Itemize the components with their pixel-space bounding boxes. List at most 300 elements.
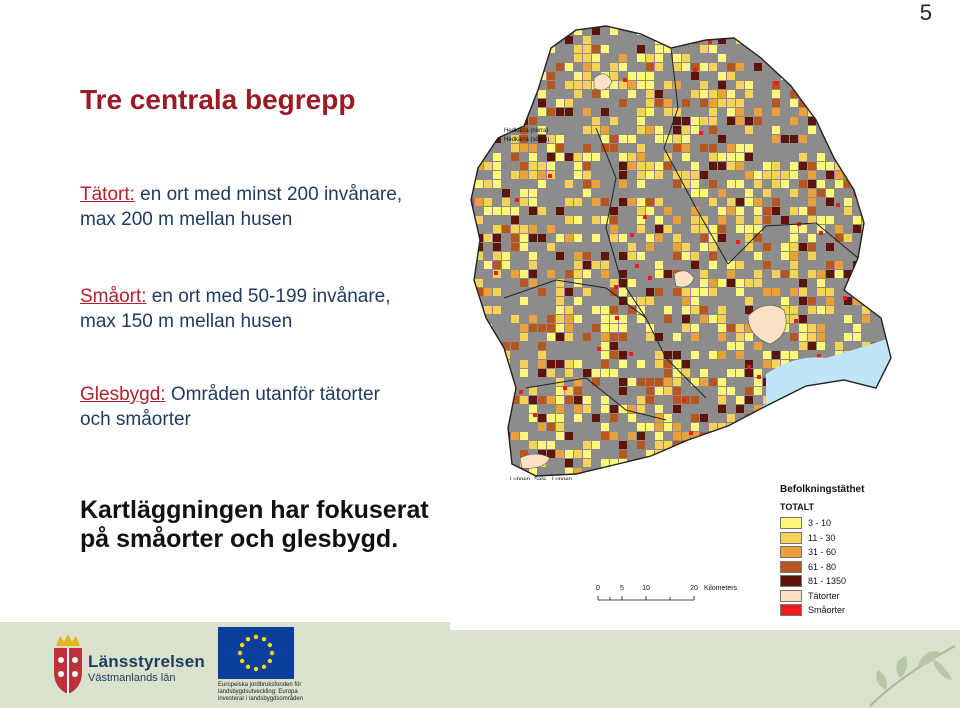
density-cell xyxy=(727,342,735,350)
density-cell xyxy=(583,63,591,71)
density-cell xyxy=(817,342,825,350)
density-cell xyxy=(538,99,546,107)
density-cell xyxy=(790,63,798,71)
density-cell xyxy=(862,171,870,179)
density-cell xyxy=(655,18,663,26)
density-cell xyxy=(664,351,672,359)
density-cell xyxy=(673,135,681,143)
density-cell xyxy=(835,270,843,278)
smaort-marker xyxy=(836,203,840,207)
density-cell xyxy=(763,351,771,359)
density-cell xyxy=(835,459,843,467)
density-cell xyxy=(664,270,672,278)
density-cell xyxy=(799,396,807,404)
smaort-marker xyxy=(699,131,703,135)
density-cell xyxy=(718,234,726,242)
density-cell xyxy=(511,315,519,323)
density-cell xyxy=(763,36,771,44)
density-cell xyxy=(601,468,609,476)
density-cell xyxy=(835,423,843,431)
legend-item xyxy=(780,516,890,531)
density-cell xyxy=(817,405,825,413)
density-cell xyxy=(466,342,474,350)
density-cell xyxy=(682,117,690,125)
density-cell xyxy=(772,450,780,458)
density-cell xyxy=(817,387,825,395)
density-cell xyxy=(808,54,816,62)
density-cell xyxy=(700,369,708,377)
density-cell xyxy=(565,450,573,458)
density-cell xyxy=(538,414,546,422)
density-cell xyxy=(538,90,546,98)
density-cell xyxy=(529,45,537,53)
density-cell xyxy=(691,297,699,305)
density-cell xyxy=(808,207,816,215)
place-label: Hedkärra (södra) xyxy=(504,137,550,143)
density-cell xyxy=(862,207,870,215)
legend-title: Befolkningstäthet xyxy=(780,484,865,495)
density-cell xyxy=(619,54,627,62)
smaort-marker xyxy=(781,44,785,48)
density-cell xyxy=(520,162,528,170)
density-cell xyxy=(511,18,519,26)
density-cell xyxy=(466,18,474,26)
smaort-marker xyxy=(736,240,740,244)
density-cell xyxy=(754,477,762,480)
density-cell xyxy=(583,396,591,404)
density-cell xyxy=(628,135,636,143)
density-cell xyxy=(826,450,834,458)
density-cell xyxy=(529,63,537,71)
density-cell xyxy=(754,198,762,206)
density-cell xyxy=(871,468,879,476)
density-cell xyxy=(862,387,870,395)
density-cell xyxy=(601,360,609,368)
density-cell xyxy=(727,324,735,332)
density-cell xyxy=(565,306,573,314)
density-cell xyxy=(862,477,870,480)
density-cell xyxy=(808,306,816,314)
density-cell xyxy=(637,108,645,116)
density-cell xyxy=(655,423,663,431)
density-cell xyxy=(610,324,618,332)
density-cell xyxy=(610,369,618,377)
density-cell xyxy=(547,414,555,422)
density-cell xyxy=(718,333,726,341)
density-cell xyxy=(754,171,762,179)
density-cell xyxy=(547,81,555,89)
smaort-marker xyxy=(494,271,498,275)
density-cell xyxy=(520,234,528,242)
density-cell xyxy=(466,135,474,143)
density-cell xyxy=(871,153,879,161)
density-cell xyxy=(574,90,582,98)
density-cell xyxy=(889,171,896,179)
density-cell xyxy=(520,171,528,179)
density-cell xyxy=(592,117,600,125)
density-cell xyxy=(709,162,717,170)
density-cell xyxy=(529,279,537,287)
density-cell xyxy=(619,234,627,242)
density-cell xyxy=(691,216,699,224)
density-cell xyxy=(808,324,816,332)
density-cell xyxy=(727,99,735,107)
density-cell xyxy=(682,306,690,314)
density-cell xyxy=(655,225,663,233)
density-cell xyxy=(493,306,501,314)
density-cell xyxy=(880,432,888,440)
density-cell xyxy=(529,315,537,323)
density-cell xyxy=(835,342,843,350)
density-cell xyxy=(646,72,654,80)
density-cell xyxy=(880,261,888,269)
density-cell xyxy=(493,162,501,170)
density-cell xyxy=(646,90,654,98)
smaort-marker xyxy=(506,31,510,35)
density-cell xyxy=(673,180,681,188)
density-cell xyxy=(727,261,735,269)
density-cell xyxy=(826,108,834,116)
density-cell xyxy=(772,171,780,179)
density-cell xyxy=(763,18,771,26)
density-cell xyxy=(493,72,501,80)
density-cell xyxy=(637,441,645,449)
density-cell xyxy=(781,243,789,251)
smaort-marker xyxy=(512,110,516,114)
density-cell xyxy=(691,414,699,422)
density-cell xyxy=(628,252,636,260)
density-cell xyxy=(817,99,825,107)
legend-swatch xyxy=(780,532,802,544)
density-cell xyxy=(790,171,798,179)
density-cell xyxy=(637,297,645,305)
density-cell xyxy=(889,450,896,458)
density-cell xyxy=(835,99,843,107)
density-cell xyxy=(619,324,627,332)
smaort-marker xyxy=(630,233,634,237)
density-cell xyxy=(745,396,753,404)
density-cell xyxy=(871,288,879,296)
density-cell xyxy=(520,396,528,404)
density-cell xyxy=(790,261,798,269)
density-cell xyxy=(475,18,483,26)
density-cell xyxy=(493,432,501,440)
density-cell xyxy=(889,306,896,314)
density-cell xyxy=(556,423,564,431)
density-cell xyxy=(655,90,663,98)
density-cell xyxy=(754,207,762,215)
page-number: 5 xyxy=(919,0,932,25)
density-cell xyxy=(583,45,591,53)
density-cell xyxy=(547,396,555,404)
smaort-marker xyxy=(871,407,875,411)
density-cell xyxy=(673,216,681,224)
density-cell xyxy=(817,162,825,170)
density-cell xyxy=(799,450,807,458)
density-cell xyxy=(484,54,492,62)
density-cell xyxy=(646,333,654,341)
smaort-marker xyxy=(819,231,823,235)
density-cell xyxy=(799,477,807,480)
legend-label: 61 - 80 xyxy=(808,561,837,572)
density-cell xyxy=(808,342,816,350)
density-cell xyxy=(700,234,708,242)
scale-line xyxy=(598,596,694,600)
density-cell xyxy=(493,450,501,458)
density-cell xyxy=(682,153,690,161)
density-cell xyxy=(574,198,582,206)
density-cell xyxy=(475,369,483,377)
density-cell xyxy=(709,126,717,134)
density-cell xyxy=(727,108,735,116)
density-cell xyxy=(745,144,753,152)
density-cell xyxy=(466,279,474,287)
density-cell xyxy=(547,324,555,332)
density-cell xyxy=(655,333,663,341)
density-cell xyxy=(853,414,861,422)
density-cell xyxy=(745,198,753,206)
density-cell xyxy=(655,198,663,206)
density-cell xyxy=(547,243,555,251)
density-cell xyxy=(529,54,537,62)
density-cell xyxy=(493,63,501,71)
density-cell xyxy=(772,351,780,359)
density-cell xyxy=(700,288,708,296)
density-cell xyxy=(601,252,609,260)
density-cell xyxy=(583,144,591,152)
density-cell xyxy=(610,477,618,480)
smaort-marker xyxy=(757,375,761,379)
density-cell xyxy=(601,351,609,359)
density-cell xyxy=(727,144,735,152)
density-cell xyxy=(466,252,474,260)
density-cell xyxy=(871,243,879,251)
density-cell xyxy=(583,54,591,62)
density-cell xyxy=(709,180,717,188)
density-cell xyxy=(772,198,780,206)
density-cell xyxy=(583,108,591,116)
density-cell xyxy=(880,36,888,44)
density-cell xyxy=(817,468,825,476)
density-cell xyxy=(862,108,870,116)
density-cell xyxy=(511,99,519,107)
density-cell xyxy=(655,432,663,440)
density-cell xyxy=(574,216,582,224)
density-cell xyxy=(574,234,582,242)
density-cell xyxy=(502,225,510,233)
density-cell xyxy=(538,360,546,368)
density-cell xyxy=(808,333,816,341)
density-cell xyxy=(673,333,681,341)
density-cell xyxy=(889,387,896,395)
density-cell xyxy=(790,135,798,143)
density-cell xyxy=(682,243,690,251)
density-cell xyxy=(673,378,681,386)
density-cell xyxy=(610,351,618,359)
density-cell xyxy=(817,288,825,296)
density-cell xyxy=(466,162,474,170)
density-cell xyxy=(493,171,501,179)
density-cell xyxy=(466,153,474,161)
density-cell xyxy=(790,333,798,341)
density-cell xyxy=(583,261,591,269)
density-cell xyxy=(574,81,582,89)
density-cell xyxy=(700,459,708,467)
density-cell xyxy=(610,432,618,440)
density-cell xyxy=(745,153,753,161)
density-cell xyxy=(727,414,735,422)
density-cell xyxy=(484,45,492,53)
density-cell xyxy=(880,459,888,467)
density-cell xyxy=(808,180,816,188)
density-cell xyxy=(529,225,537,233)
density-cell xyxy=(763,423,771,431)
legend-label: 3 - 10 xyxy=(808,518,832,529)
density-cell xyxy=(547,162,555,170)
density-cell xyxy=(619,63,627,71)
density-cell xyxy=(484,432,492,440)
density-cell xyxy=(493,153,501,161)
density-cell xyxy=(754,45,762,53)
density-cell xyxy=(817,189,825,197)
density-cell xyxy=(565,216,573,224)
density-cell xyxy=(880,72,888,80)
density-cell xyxy=(817,180,825,188)
density-cell xyxy=(727,162,735,170)
density-cell xyxy=(475,153,483,161)
density-cell xyxy=(628,90,636,98)
density-cell xyxy=(655,405,663,413)
smaort-marker xyxy=(747,365,751,369)
legend-swatch xyxy=(780,575,802,587)
density-cell xyxy=(790,252,798,260)
density-cell xyxy=(664,99,672,107)
density-cell xyxy=(529,252,537,260)
density-cell xyxy=(871,450,879,458)
density-cell xyxy=(610,144,618,152)
density-cell xyxy=(826,243,834,251)
density-cell xyxy=(754,108,762,116)
density-cell xyxy=(502,477,510,480)
density-cell xyxy=(754,63,762,71)
density-cell xyxy=(835,405,843,413)
density-cell xyxy=(682,324,690,332)
density-cell xyxy=(529,72,537,80)
density-cell xyxy=(673,468,681,476)
density-cell xyxy=(664,225,672,233)
density-cell xyxy=(466,405,474,413)
density-cell xyxy=(475,360,483,368)
density-cell xyxy=(826,189,834,197)
density-cell xyxy=(880,135,888,143)
density-cell xyxy=(727,153,735,161)
smaort-marker xyxy=(794,319,798,323)
density-cell xyxy=(511,432,519,440)
density-cell xyxy=(646,99,654,107)
density-cell xyxy=(538,18,546,26)
density-cell xyxy=(592,153,600,161)
density-cell xyxy=(547,27,555,35)
density-cell xyxy=(709,432,717,440)
density-cell xyxy=(817,306,825,314)
smaort-marker xyxy=(623,78,627,82)
density-cell xyxy=(556,99,564,107)
density-cell xyxy=(799,162,807,170)
density-cell xyxy=(637,171,645,179)
density-cell xyxy=(718,468,726,476)
density-cell xyxy=(673,144,681,152)
density-cell xyxy=(511,216,519,224)
density-cell xyxy=(790,99,798,107)
density-cell xyxy=(709,279,717,287)
density-cell xyxy=(493,108,501,116)
density-cell xyxy=(889,27,896,35)
density-cell xyxy=(493,207,501,215)
density-cell xyxy=(727,387,735,395)
density-cell xyxy=(682,360,690,368)
density-cell xyxy=(583,162,591,170)
density-cell xyxy=(673,432,681,440)
density-cell xyxy=(871,27,879,35)
density-cell xyxy=(835,261,843,269)
definition-smaort xyxy=(80,284,410,334)
density-cell xyxy=(880,288,888,296)
density-cell xyxy=(547,108,555,116)
density-cell xyxy=(646,81,654,89)
density-cell xyxy=(835,108,843,116)
density-cell xyxy=(718,189,726,197)
density-cell xyxy=(871,297,879,305)
density-cell xyxy=(709,225,717,233)
density-cell xyxy=(502,63,510,71)
density-cell xyxy=(817,216,825,224)
density-cell xyxy=(520,54,528,62)
density-cell xyxy=(538,342,546,350)
density-cell xyxy=(709,288,717,296)
density-cell xyxy=(565,180,573,188)
density-cell xyxy=(745,459,753,467)
density-cell xyxy=(529,198,537,206)
density-cell xyxy=(871,117,879,125)
density-cell xyxy=(538,234,546,242)
density-cell xyxy=(484,126,492,134)
density-cell xyxy=(493,81,501,89)
density-cell xyxy=(538,441,546,449)
density-cell xyxy=(736,279,744,287)
density-cell xyxy=(808,90,816,98)
density-cell xyxy=(574,18,582,26)
density-cell xyxy=(718,207,726,215)
density-cell xyxy=(574,450,582,458)
density-cell xyxy=(628,279,636,287)
density-cell xyxy=(808,243,816,251)
density-cell xyxy=(880,162,888,170)
density-cell xyxy=(619,351,627,359)
density-cell xyxy=(637,81,645,89)
density-cell xyxy=(826,216,834,224)
density-cell xyxy=(853,468,861,476)
smaort-marker xyxy=(689,431,693,435)
density-cell xyxy=(718,351,726,359)
density-cell xyxy=(565,432,573,440)
density-cell xyxy=(889,216,896,224)
density-cell xyxy=(691,189,699,197)
density-cell xyxy=(565,324,573,332)
density-cell xyxy=(601,324,609,332)
density-cell xyxy=(790,468,798,476)
density-cell xyxy=(619,99,627,107)
density-cell xyxy=(556,414,564,422)
